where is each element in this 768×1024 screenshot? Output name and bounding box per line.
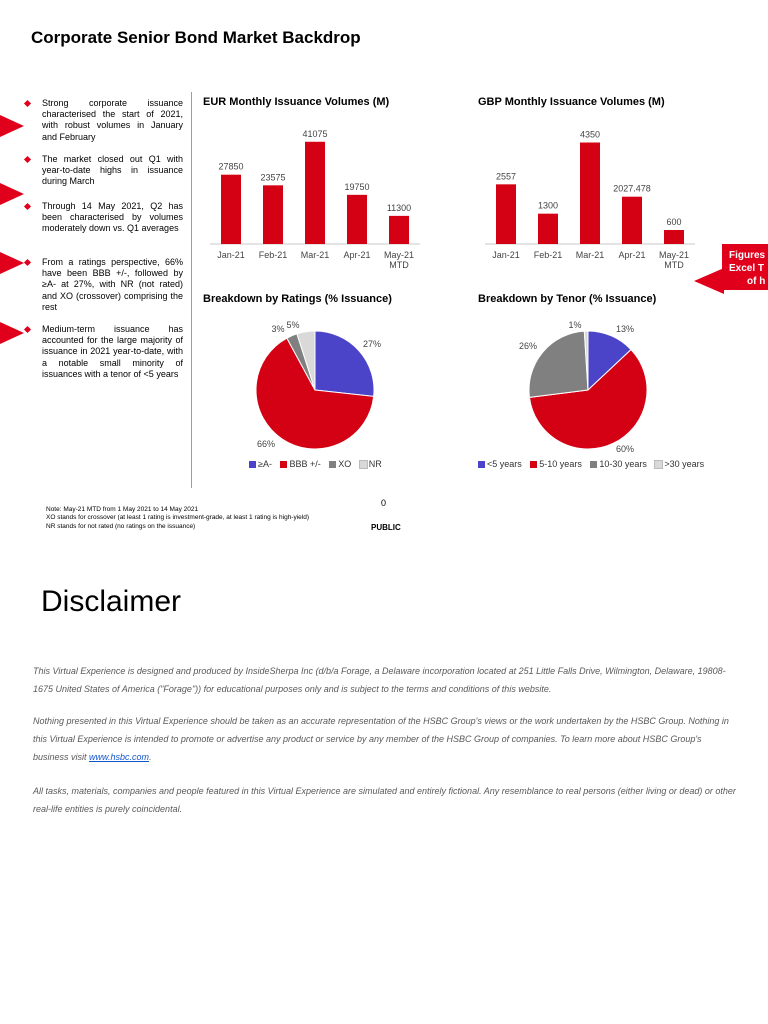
legend-item	[360, 459, 382, 469]
classification-label: PUBLIC	[371, 523, 401, 532]
legend-swatch	[478, 461, 485, 468]
data-label: 23575	[260, 172, 286, 183]
bullet-marker-icon	[24, 203, 31, 210]
bar	[305, 142, 325, 244]
disclaimer-heading: Disclaimer	[41, 585, 182, 618]
bullet-item: Strong corporate issuance characterised the start of 2021, with robust volumes in January and February	[42, 98, 183, 142]
legend-label: 5-10 years	[539, 459, 582, 469]
legend-item	[655, 459, 704, 469]
bar	[263, 185, 283, 244]
callout-arrow	[0, 252, 24, 274]
callout-arrow	[0, 183, 24, 205]
callout-arrow	[0, 322, 24, 344]
ratings-legend	[249, 459, 388, 469]
bullet-item: From a ratings perspective, 66% have been BBB +/-, followed by ≥A- at 27%, with NR (not rated) and XO (crossover) comprising the rest	[42, 257, 183, 312]
legend-label: 10-30 years	[599, 459, 647, 469]
data-label: 2027.478	[613, 183, 651, 194]
legend-label: <5 years	[487, 459, 522, 469]
disclaimer-paragraph: This Virtual Experience is designed and produced by InsideSherpa Inc (d/b/a Forage, a Delaware incorporation located at 251 Little Falls Drive, Wilmington, Delaware, 19808-1675 United States of America ("Forage")) for educational purposes only and is subject to the terms and conditions of this website.	[33, 666, 726, 694]
x-tick-label: Mar-21	[300, 250, 330, 260]
bullet-item: Medium-term issuance has accounted for the large majority of issuance in 2021 year-to-date, with a notable small minority of issuances with a tenor of <5 years	[42, 324, 183, 379]
x-tick-label: Feb-21	[533, 250, 563, 260]
legend-item	[280, 459, 320, 469]
data-label: 3%	[271, 324, 285, 334]
data-label: 4350	[579, 129, 601, 140]
bar	[664, 230, 684, 244]
bullet-item: The market closed out Q1 with year-to-date highs in issuance during March	[42, 154, 183, 187]
callout-arrow	[0, 115, 24, 137]
bullet-marker-icon	[24, 156, 31, 163]
bar	[389, 216, 409, 244]
disclaimer-paragraph: All tasks, materials, companies and people featured in this Virtual Experience are simulated and entirely fictional. Any resemblance to real persons (either living or dead) or other real-life entities is purely coincidental.	[33, 786, 736, 814]
data-label: 66%	[256, 439, 276, 449]
bullet-marker-icon	[24, 259, 31, 266]
disclaimer-text: Nothing presented in this Virtual Experience should be taken as an accurate representation of the HSBC Group's views or the work undertaken by the HSBC Group. Nothing in this Virtual Experience is intended to promote or advertise any product or service by any member of the HSBC Group of companies. To learn more about HSBC Group's business visit	[33, 716, 729, 762]
data-label: 19750	[344, 181, 370, 192]
legend-label: XO	[338, 459, 352, 469]
legend-swatch	[655, 461, 662, 468]
data-label: 2557	[495, 171, 517, 182]
data-label: 11300	[386, 202, 412, 213]
eur-bar-chart	[210, 118, 420, 278]
legend-swatch	[249, 461, 256, 468]
bar	[580, 143, 600, 245]
legend-item	[329, 459, 351, 469]
tenor-pie-chart	[513, 312, 663, 462]
disclaimer-paragraph	[33, 712, 738, 766]
hsbc-link[interactable]: www.hsbc.com	[89, 752, 150, 762]
legend-swatch	[360, 461, 367, 468]
x-tick-label: Feb-21	[258, 250, 288, 260]
bar	[496, 184, 516, 244]
data-label: 1300	[537, 200, 559, 211]
figures-callout-line: Figures	[729, 250, 766, 261]
x-tick-label: Jan-21	[217, 250, 245, 260]
x-tick-label: MTD	[664, 260, 684, 270]
footnote: NR stands for not rated (no ratings on the issuance)	[46, 522, 196, 530]
legend-item	[590, 459, 647, 469]
ratings-chart-title: Breakdown by Ratings (% Issuance)	[203, 293, 392, 305]
gbp-chart-title: GBP Monthly Issuance Volumes (M)	[478, 96, 665, 108]
legend-swatch	[329, 461, 336, 468]
tenor-legend	[478, 459, 710, 469]
vertical-divider	[191, 92, 192, 488]
legend-label: NR	[368, 459, 382, 469]
bar	[347, 195, 367, 244]
x-tick-label: Mar-21	[575, 250, 605, 260]
data-label: 60%	[615, 444, 635, 454]
legend-label: BBB +/-	[289, 459, 321, 469]
legend-swatch	[530, 461, 537, 468]
disclaimer-text: .	[149, 752, 152, 762]
ratings-pie-chart	[240, 312, 390, 462]
data-label: 41075	[302, 128, 328, 139]
footnote: Note: May-21 MTD from 1 May 2021 to 14 May 2021	[46, 506, 199, 513]
eur-chart-title: EUR Monthly Issuance Volumes (M)	[203, 96, 390, 108]
x-tick-label: Jan-21	[492, 250, 520, 260]
x-tick-label: Apr-21	[343, 250, 371, 260]
figures-callout-line: Excel T	[729, 263, 765, 274]
x-tick-label: May-21	[658, 250, 690, 260]
legend-item	[478, 459, 522, 469]
data-label: 5%	[286, 320, 300, 330]
data-label: 27%	[362, 339, 382, 349]
bar	[221, 175, 241, 244]
footnotes	[46, 506, 309, 531]
legend-item	[249, 459, 272, 469]
legend-label: ≥A-	[258, 459, 272, 469]
figures-callout-arrow	[694, 268, 724, 294]
bullet-marker-icon	[24, 326, 31, 333]
bullet-item: Through 14 May 2021, Q2 has been characterised by volumes moderately down vs. Q1 averages	[42, 201, 183, 234]
pie-slice	[529, 331, 588, 397]
gbp-bar-chart	[485, 118, 695, 278]
tenor-chart-title: Breakdown by Tenor (% Issuance)	[478, 293, 657, 305]
data-label: 600	[666, 217, 682, 227]
x-tick-label: May-21	[383, 250, 415, 260]
legend-swatch	[590, 461, 597, 468]
data-label: 27850	[218, 161, 244, 172]
legend-swatch	[280, 461, 287, 468]
slide-title: Corporate Senior Bond Market Backdrop	[31, 28, 361, 47]
bar	[538, 214, 558, 244]
data-label: 26%	[518, 341, 538, 351]
x-tick-label: MTD	[389, 260, 409, 270]
legend-item	[530, 459, 582, 469]
bullet-marker-icon	[24, 100, 31, 107]
page-number: 0	[381, 498, 387, 508]
figures-callout	[722, 244, 768, 290]
legend-label: >30 years	[664, 459, 705, 469]
footnote: XO stands for crossover (at least 1 rating is investment-grade, at least 1 rating is high-yield)	[46, 514, 310, 522]
data-label: 13%	[615, 324, 635, 334]
bar	[622, 197, 642, 244]
data-label: 1%	[568, 320, 582, 330]
x-tick-label: Apr-21	[618, 250, 646, 260]
figures-callout-line: of h	[747, 276, 766, 287]
